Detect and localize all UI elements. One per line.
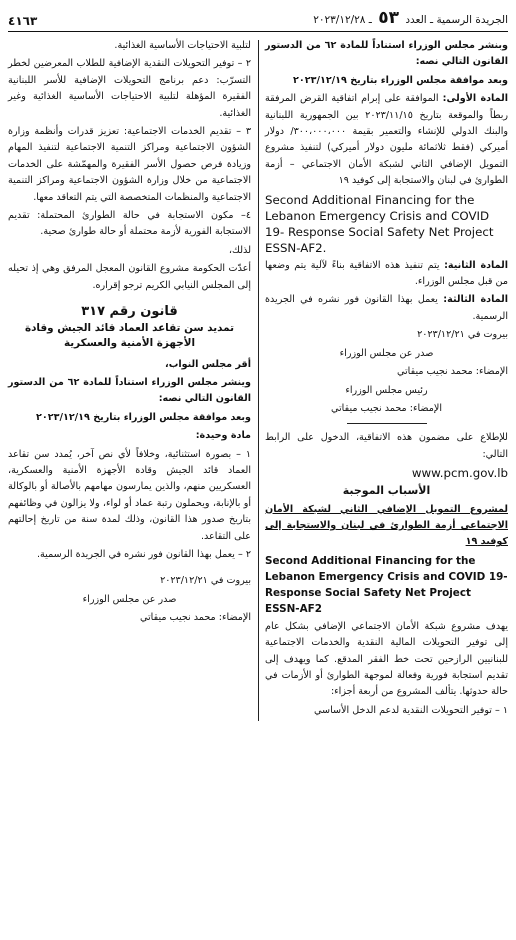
page-number: ٤١٦٣ [8, 14, 38, 28]
article-2 [265, 258, 508, 291]
gazette-name: الجريدة الرسمية ـ العدد [405, 14, 508, 26]
item-1-continued: لتلبية الاحتياجات الأساسية الغذائية. [114, 40, 251, 51]
article-1-english: Second Additional Financing for the Lebanon Emergency Crisis and COVID 19- Response Social Safety Net Project ESSN-AF2. [265, 192, 494, 255]
article-1-label: المادة الأولى: [442, 93, 508, 105]
website-link[interactable]: www.pcm.gov.lb [411, 466, 508, 481]
signature-1: الإمضاء: محمد نجيب ميقاتي [397, 366, 508, 378]
publish-clause: وبنشر مجلس الوزراء استناداً للمادة ٦٢ من الدستور القانون التالي نصه: [265, 40, 509, 68]
article-2-text: يتم تنفيذ هذه الاتفاقية بناءً لآلية يتم وضعها من قبل مجلس الوزراء. [265, 259, 508, 288]
separator [347, 423, 427, 424]
government-statement: أعدّت الحكومة مشروع القانون المعجل المرفق وهي إذ تحيله إلى المجلس النيابي الكريم ترجو إقراره. [8, 263, 251, 291]
article-1 [265, 91, 508, 189]
issue-number: ٥٣ [378, 8, 399, 28]
gazette-page [8, 6, 508, 928]
article-2-label: المادة الثانية: [444, 259, 508, 271]
reasons-heading: لمشروع التمويل الإضافي الثاني لشبكة الأمان الاجتماعي أزمة الطوارئ في لبنان والاستجابة إلى كوفيد ١٩ [265, 503, 508, 548]
item-2: ٢ – توفير التحويلات النقدية الإضافية للطلاب المعرضين لخطر التسرّب: دعم برنامج التحويلات الإضافية للأسر اللبنانية الفقيرة المؤهلة لتلبية الاحتياجات الأساسية الغذائية وغير الغذائية. [8, 58, 251, 119]
info-text: للإطلاع على مضمون هذه الاتفاقية، الدخول على الرابط التالي: [265, 432, 508, 460]
article-3-label: المادة الثالثة: [443, 294, 508, 306]
approval-clause: وبعد موافقة مجلس الوزراء بتاريخ ٢٠٢٣/١٢/١٩ [293, 74, 508, 86]
article-3 [265, 292, 508, 325]
law-signature: الإمضاء: محمد نجيب ميقاتي [140, 612, 251, 624]
reasons-paragraph: يهدف مشروع شبكة الأمان الاجتماعي الإضافي بشكل عام إلى توفير التحويلات المالية النقدية والخدمات الاجتماعية للبنانيين الرازحين تحت خط الفقر المدقع. كما ويهدف إلى تقديم استجابة فورية وفعالة لموجهة الطوارئ أو الأزمات في حالة حدوثها. يتألف المشروع من أربعة أجزاء: [265, 620, 508, 698]
left-column [8, 38, 251, 721]
reasons-item-1: ١ – توفير التحويلات النقدية لدعم الدخل الأساسي [314, 704, 508, 716]
therefore: لذلك، [228, 244, 251, 256]
item-4: ٤– مكون الاستجابة في حالة الطوارئ المحتملة: تقديم الاستجابة الفورية لأزمة محتملة أو حالة طوارئ صحية. [8, 210, 251, 238]
single-article-2: ٢ – يعمل بهذا القانون فور نشره في الجريدة الرسمية. [36, 548, 251, 560]
reasons-title: الأسباب الموجبة [342, 484, 431, 498]
spacer [8, 565, 251, 573]
single-article-1: ١ – بصورة استثنائية، وخلافاً لأي نص آخر، يُمدد سن تقاعد العماد قائد الجيش وقادة الأجهزة الأمنية والعسكرية، العسكريين منهم، والذين يمارسون مهامهم بالأصالة أو بالوكالة أو بالإنابة، ويحملون رتبة عماد أو لواء، ولا يزالون في وظائفهم بتاريخ صدور هذا القانون، وذلك لمدة سنة من تاريخ إحالتهم على التقاعد. [8, 448, 251, 542]
columns [8, 38, 508, 721]
signature-2: الإمضاء: محمد نجيب ميقاتي [331, 402, 442, 414]
prime-minister-title: رئيس مجلس الوزراء [345, 384, 428, 396]
reasons-english: Second Additional Financing for the Lebanon Emergency Crisis and COVID 19- Response Social Safety Net Project ESSN-AF2 [265, 554, 508, 615]
law-approval-clause: وبعد موافقة مجلس الوزراء بتاريخ ٢٠٢٣/١٢/١٩ [36, 411, 251, 423]
place-date: بيروت في ٢٠٢٣/١٢/٢١ [417, 329, 508, 341]
issue-date: ـ ٢٠٢٣/١٢/٢٨ [313, 14, 372, 26]
law-issued-by: صدر عن مجلس الوزراء [82, 593, 177, 605]
item-3: ٣ – تقديم الخدمات الاجتماعية: تعزيز قدرات وأنظمة وزارة الشؤون الاجتماعية ومراكز التنمية الاجتماعية لتنفيذ المهام وزيادة فرص حصول الأسر الفقيرة والمهمّشة على الخدمات الاجتماعية من خلال وزارة الشؤون الاجتماعية ومراكز التنمية الاجتماعية والمنظمات المتخصصة التي يتم التعاقد معها. [8, 126, 251, 203]
parliament-approval: أقر مجلس النواب، [165, 358, 251, 370]
column-divider [258, 40, 259, 721]
right-column [265, 38, 508, 721]
page-header [8, 6, 508, 32]
issued-by: صدر عن مجلس الوزراء [339, 347, 434, 359]
gazette-header-title [313, 8, 508, 28]
article-3-text: يعمل بهذا القانون فور نشره في الجريدة الرسمية. [265, 294, 508, 322]
single-article-label: مادة وحيدة: [195, 430, 251, 442]
article-1-text: الموافقة على إبرام اتفاقية القرض المرفقة ربطاً والموقعة بتاريخ ٢٠٢٣/١١/١٥ بين الجمهورية اللبنانية والبنك الدولي للإنشاء والتعمير بقيمة ٣٠٠،٠٠٠،٠٠٠/ دولار أميركي (فقط ثلاثمائة مليون دولار أميركي) لتنفيذ مشروع التمويل الإضافي الثاني لشبكة الأمان الاجتماعي – أزمة الطوارئ في لبنان والاستجابة إلى كوفيد ١٩ [265, 93, 508, 187]
law-title: قانون رقم ٣١٧ [81, 304, 178, 320]
law-place-date: بيروت في ٢٠٢٣/١٢/٢١ [160, 575, 251, 587]
law-subtitle: تمديد سن تقاعد العماد قائد الجيش وقادة الأجهزة الأمنية والعسكرية [24, 321, 235, 349]
law-publish-clause: وينشر مجلس الوزراء استناداً للمادة ٦٢ من الدستور القانون التالي نصه: [8, 376, 252, 405]
